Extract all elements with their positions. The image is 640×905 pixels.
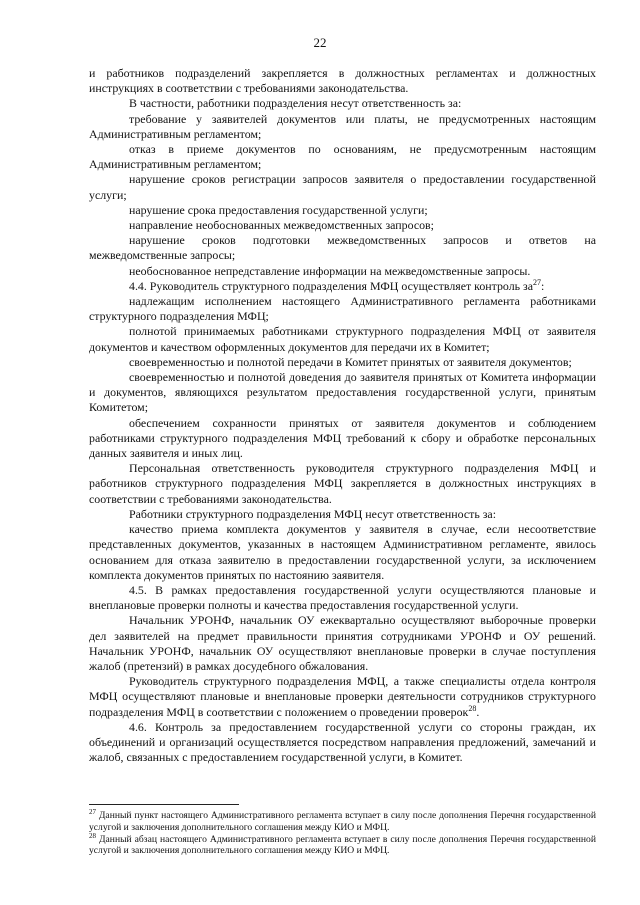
paragraph-text: направление необоснованных межведомственных запросов; [129,218,434,233]
paragraph-text: качество приема комплекта документов у заявителя в случае, если несоответствие представленных документов, указанных в настоящем Административном регламенте, явилось основанием для отказа заявителю в предоставлении государственной услуги, за исключением комплекта документов принятых по настоянию заявителя. [89,522,596,582]
paragraph [89,370,596,416]
paragraph-text: нарушение сроков регистрации запросов заявителя о предоставлении государственной услуги; [89,172,596,202]
paragraph-text: требование у заявителей документов или платы, не предусмотренных настоящим Административным регламентом; [89,111,596,141]
footnote-mark: 27 [89,807,96,816]
paragraph-text: отказ в приеме документов по основаниям, не предусмотренным настоящим Административным регламентом; [89,142,596,172]
paragraph-text: Начальник УРОНФ, начальник ОУ ежеквартально осуществляют выборочные проверки дел заявителей на предмет правильности принятия сотрудниками УРОНФ и ОУ решений. Начальник УРОНФ, начальник ОУ осуществляют внеплановые проверки в случае поступления жалоб (претензий) в рамках досудебного обжалования. [89,613,596,673]
paragraph-tail: : [541,278,545,293]
paragraph-text: 4.4. Руководитель структурного подразделения МФЦ осуществляет контроль за [129,278,534,293]
page-number: 22 [313,35,327,50]
paragraph [89,264,596,279]
paragraph-text: нарушение срока предоставления государственной услуги; [129,202,428,217]
paragraph-tail: . [476,704,480,719]
paragraph-text: 4.5. В рамках предоставления государственной услуги осуществляются плановые и внеплановые проверки полноты и качества предоставления государственной услуги. [89,582,596,613]
footnote-text: Данный пункт настоящего Административного регламента вступает в силу после дополнения Перечня государственной услугой и заключения дополнительного соглашения между КИО и МФЦ. [89,810,596,833]
paragraph [89,507,596,522]
paragraph [89,96,596,111]
footnote-separator [89,804,239,805]
paragraph-text: В частности, работники подразделения несут ответственность за: [129,96,462,111]
footnote [89,831,596,858]
paragraph-text: Руководитель структурного подразделения МФЦ, а также специалисты отдела контроля МФЦ осуществляют плановые и внеплановые проверки деятельности сотрудников структурного подразделения МФЦ в соответствии с положением о проведении проверок [89,674,596,719]
document-body [89,66,596,765]
footnote-reference: 28 [468,703,477,713]
paragraph-text: необоснованное непредставление информации на межведомственные запросы. [129,263,531,278]
paragraph [89,583,596,613]
paragraph-text: и работников подразделений закрепляется в должностных регламентах и должностных инструкциях в соответствии с требованиями законодательства. [89,66,596,96]
paragraph [89,355,596,370]
paragraph [89,416,596,462]
paragraph-text: Работники структурного подразделения МФЦ несут ответственность за: [129,506,497,521]
paragraph-text: своевременностью и полнотой передачи в Комитет принятых от заявителя документов; [129,354,572,369]
footnote-text: Данный абзац настоящего Административного регламента вступает в силу после дополнения Перечня государственной услугой и заключения дополнительного соглашения между КИО и МФЦ. [89,833,596,857]
paragraph [89,172,596,202]
paragraph-text: Персональная ответственность руководителя структурного подразделения МФЦ и работников структурного подразделения МФЦ закрепляется в должностных инструкциях в соответствии с требованиями законодательства. [89,461,596,506]
paragraph [89,674,596,720]
paragraph-text: надлежащим исполнением настоящего Административного регламента работниками структурного подразделения МФЦ; [89,294,596,324]
footnote-reference: 27 [533,277,542,287]
paragraph-text: своевременностью и полнотой доведения до заявителя принятых от Комитета информации и документов, являющихся результатом предоставления государственной услуги, принятым Комитетом; [89,370,596,415]
paragraph-text: обеспечением сохранности принятых от заявителя документов и соблюдением работниками структурного подразделения МФЦ требований к сбору и обработке персональных данных заявителя и иных лиц. [89,415,596,461]
paragraph [89,142,596,172]
paragraph [89,294,596,324]
paragraph-text: 4.6. Контроль за предоставлением государственной услуги со стороны граждан, их объединений и организаций осуществляется посредством направления предложений, замечаний и жалоб, связанных с предоставлением государственной услуги, в Комитет. [89,719,596,765]
paragraph-text: полнотой принимаемых работниками структурного подразделения МФЦ от заявителя документов и качеством оформленных документов для передачи их в Комитет; [89,324,596,354]
paragraph [89,279,596,294]
paragraph [89,112,596,142]
paragraph [89,720,596,766]
footnotes [89,807,596,857]
footnote-mark: 28 [89,831,96,840]
paragraph-text: нарушение сроков подготовки межведомственных запросов и ответов на межведомственные запросы; [89,233,596,263]
paragraph [89,66,596,96]
paragraph [89,461,596,507]
paragraph [89,522,596,583]
paragraph [89,218,596,233]
paragraph [89,324,596,354]
footnote [89,807,596,834]
paragraph [89,233,596,263]
paragraph [89,203,596,218]
paragraph [89,613,596,674]
